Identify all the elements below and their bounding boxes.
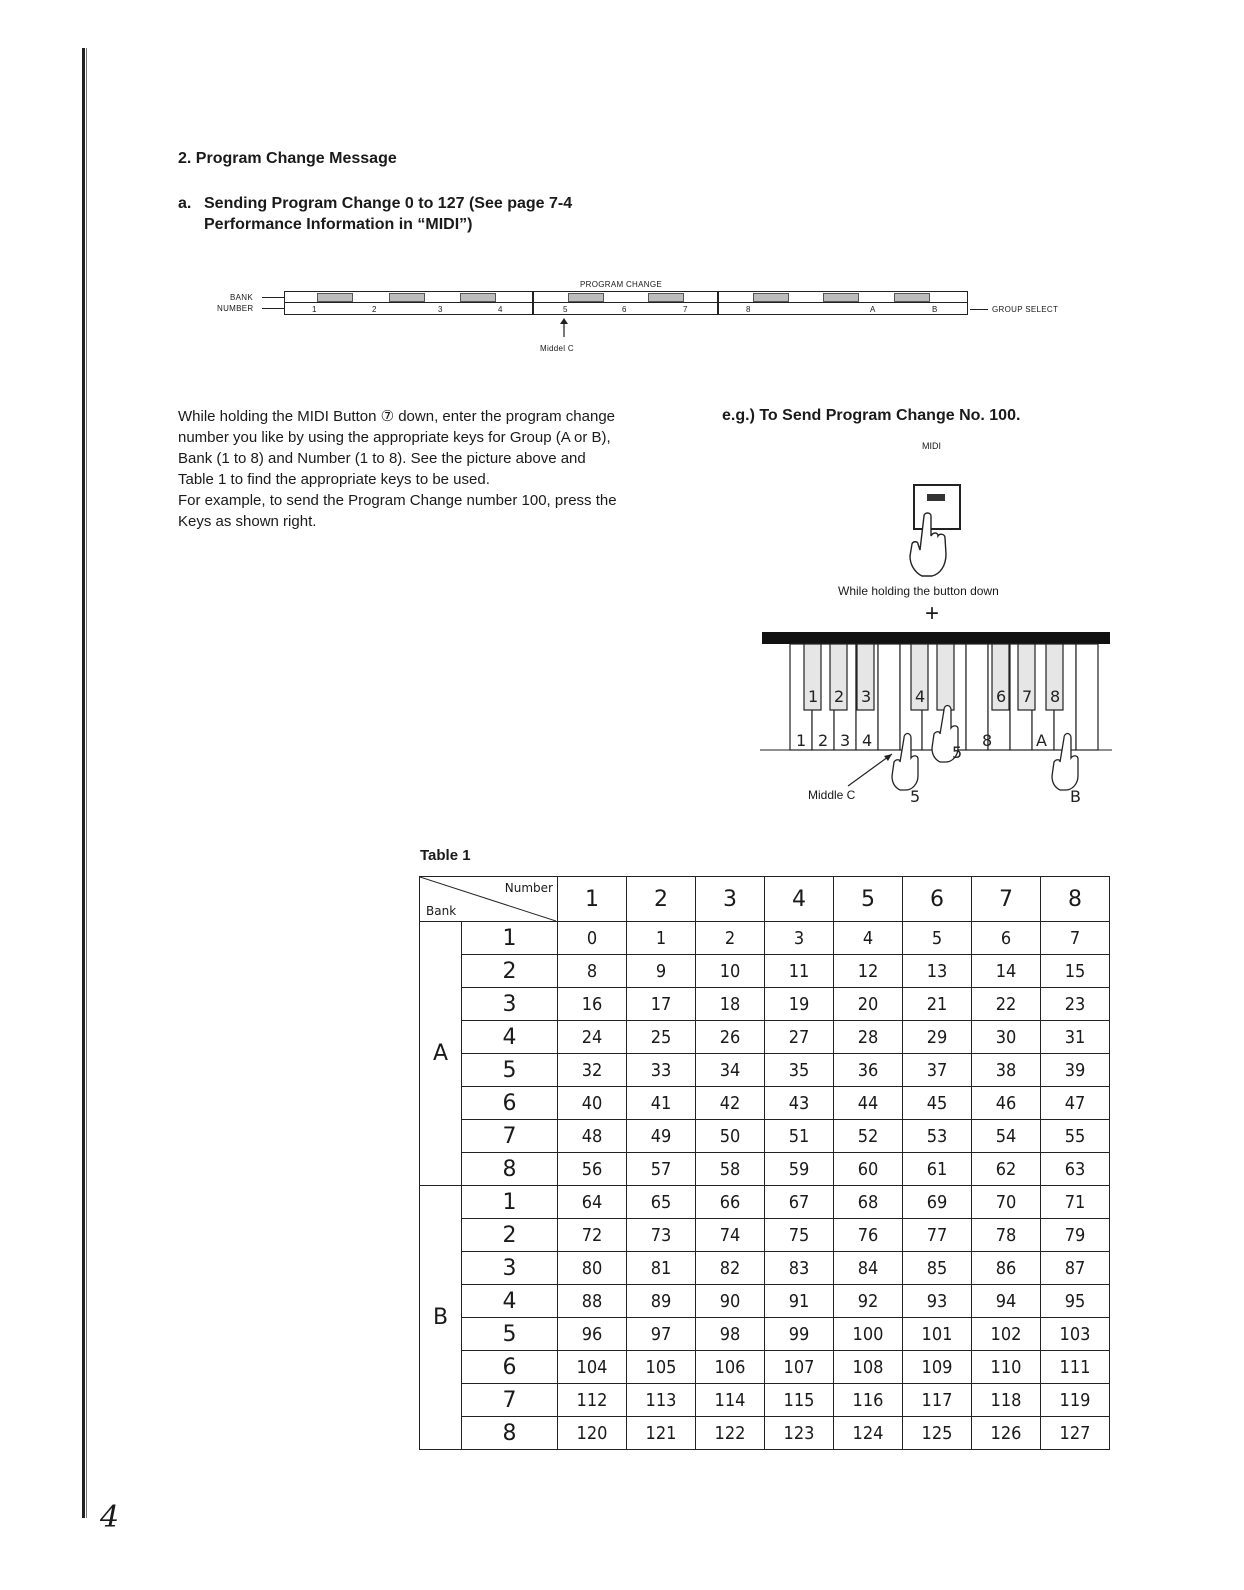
program-number-cell: 114	[696, 1384, 765, 1417]
bank-cell: 1	[462, 922, 558, 955]
table-row	[420, 1252, 1110, 1285]
program-number-cell: 56	[558, 1153, 627, 1186]
table-row	[420, 955, 1110, 988]
program-number-cell: 85	[903, 1252, 972, 1285]
program-number-cell: 59	[765, 1153, 834, 1186]
program-number-cell: 16	[558, 988, 627, 1021]
program-number-cell: 23	[1041, 988, 1110, 1021]
program-number-cell: 10	[696, 955, 765, 988]
program-number-cell: 108	[834, 1351, 903, 1384]
program-number-cell: 78	[972, 1219, 1041, 1252]
program-number-cell: 32	[558, 1054, 627, 1087]
finger-label-group: B	[1070, 787, 1081, 806]
black-key-marker	[894, 293, 930, 302]
program-number-cell: 93	[903, 1285, 972, 1318]
program-number-cell: 116	[834, 1384, 903, 1417]
program-number-cell: 76	[834, 1219, 903, 1252]
program-number-cell: 37	[903, 1054, 972, 1087]
bank-cell: 5	[462, 1054, 558, 1087]
program-number-cell: 34	[696, 1054, 765, 1087]
table-row	[420, 1186, 1110, 1219]
table-corner-cell	[420, 877, 558, 922]
program-number-cell: 77	[903, 1219, 972, 1252]
program-number-cell: 36	[834, 1054, 903, 1087]
program-number-cell: 79	[1041, 1219, 1110, 1252]
program-number-cell: 12	[834, 955, 903, 988]
black-key-label-7: 7	[1022, 687, 1033, 706]
program-number-cell: 48	[558, 1120, 627, 1153]
finger-label-number: 5	[952, 743, 963, 762]
program-number-cell: 102	[972, 1318, 1041, 1351]
middle-c-pointer	[848, 754, 892, 786]
table-row	[420, 1384, 1110, 1417]
program-change-key-diagram	[214, 278, 1084, 358]
program-number-cell: 62	[972, 1153, 1041, 1186]
table-row	[420, 1054, 1110, 1087]
program-number-cell: 106	[696, 1351, 765, 1384]
corner-bank-label: Bank	[426, 904, 457, 918]
program-number-cell: 64	[558, 1186, 627, 1219]
table-row	[420, 1285, 1110, 1318]
strip-divider	[532, 291, 534, 315]
program-number-cell: 124	[834, 1417, 903, 1450]
program-number-cell: 125	[903, 1417, 972, 1450]
program-number-cell: 70	[972, 1186, 1041, 1219]
subsection-heading	[178, 193, 638, 235]
black-key-marker	[460, 293, 496, 302]
program-number-cell: 15	[1041, 955, 1110, 988]
black-key-label-1: 1	[808, 687, 819, 706]
bank-cell: 6	[462, 1087, 558, 1120]
program-number-cell: 53	[903, 1120, 972, 1153]
black-key-label-4: 4	[915, 687, 926, 706]
program-number-cell: 119	[1041, 1384, 1110, 1417]
program-number-cell: 122	[696, 1417, 765, 1450]
program-number-cell: 33	[627, 1054, 696, 1087]
strip-number-6: 6	[622, 305, 627, 314]
bank-leader-line	[262, 297, 284, 298]
black-key-marker	[823, 293, 859, 302]
program-number-cell: 104	[558, 1351, 627, 1384]
program-number-cell: 67	[765, 1186, 834, 1219]
program-number-cell: 52	[834, 1120, 903, 1153]
white-key-label-3: 3	[840, 731, 851, 750]
group-select-label: GROUP SELECT	[992, 305, 1059, 314]
number-leader-line	[262, 308, 284, 309]
program-number-cell: 41	[627, 1087, 696, 1120]
program-number-cell: 18	[696, 988, 765, 1021]
program-number-cell: 74	[696, 1219, 765, 1252]
table-row	[420, 1219, 1110, 1252]
program-number-cell: 111	[1041, 1351, 1110, 1384]
program-number-cell: 25	[627, 1021, 696, 1054]
page-binding-line	[82, 48, 85, 1518]
midi-button-label: MIDI	[922, 441, 941, 451]
white-key-label-4: 4	[862, 731, 873, 750]
program-number-cell: 63	[1041, 1153, 1110, 1186]
bank-cell: 8	[462, 1417, 558, 1450]
strip-number-5: 5	[563, 305, 568, 314]
program-number-cell: 72	[558, 1219, 627, 1252]
page-number: 4	[100, 1500, 120, 1535]
program-number-cell: 65	[627, 1186, 696, 1219]
program-number-cell: 86	[972, 1252, 1041, 1285]
black-key-label-3: 3	[861, 687, 872, 706]
bank-cell: 3	[462, 988, 558, 1021]
subsection-line-2: Performance Information in “MIDI”)	[204, 216, 473, 233]
program-number-cell: 31	[1041, 1021, 1110, 1054]
program-number-cell: 38	[972, 1054, 1041, 1087]
program-number-cell: 24	[558, 1021, 627, 1054]
pressing-hand-icon	[900, 510, 960, 578]
corner-number-label: Number	[504, 881, 553, 895]
middle-c-arrowhead-icon	[884, 754, 892, 761]
table-row	[420, 1318, 1110, 1351]
table-header-row	[420, 877, 1110, 922]
strip-midline	[284, 302, 968, 303]
column-header: 1	[558, 877, 627, 922]
table-row	[420, 1021, 1110, 1054]
black-key-marker	[568, 293, 604, 302]
keyboard-top-bar	[762, 632, 1110, 644]
bank-cell: 5	[462, 1318, 558, 1351]
instructions-paragraph-1: While holding the MIDI Button ⑦ down, enter the program change number you like by using the appropriate keys for Group (A or B), Bank (1 to 8) and Number (1 to 8). See the picture above and Table 1 to find the appropriate keys to be used.	[178, 408, 616, 488]
table-row	[420, 922, 1110, 955]
program-number-cell: 28	[834, 1021, 903, 1054]
strip-number-8: 8	[746, 305, 751, 314]
program-number-cell: 96	[558, 1318, 627, 1351]
program-number-cell: 110	[972, 1351, 1041, 1384]
strip-number-3: 3	[438, 305, 443, 314]
program-number-cell: 113	[627, 1384, 696, 1417]
strip-number-2: 2	[372, 305, 377, 314]
bank-cell: 2	[462, 955, 558, 988]
program-number-cell: 120	[558, 1417, 627, 1450]
program-number-cell: 71	[1041, 1186, 1110, 1219]
keyboard-illustration	[760, 630, 1112, 810]
program-number-cell: 7	[1041, 922, 1110, 955]
program-number-cell: 8	[558, 955, 627, 988]
column-header: 5	[834, 877, 903, 922]
column-header: 2	[627, 877, 696, 922]
black-key-label-8: 8	[1050, 687, 1061, 706]
subsection-line-1: Sending Program Change 0 to 127 (See page 7-4	[204, 195, 573, 212]
section-title: 2. Program Change Message	[178, 150, 397, 167]
black-key-marker	[317, 293, 353, 302]
program-number-cell: 87	[1041, 1252, 1110, 1285]
program-number-cell: 60	[834, 1153, 903, 1186]
program-number-cell: 11	[765, 955, 834, 988]
strip-group-a: A	[870, 305, 876, 314]
midi-led-icon	[927, 494, 945, 501]
program-number-cell: 21	[903, 988, 972, 1021]
black-key-label-2: 2	[834, 687, 845, 706]
program-number-cell: 68	[834, 1186, 903, 1219]
black-key-marker	[753, 293, 789, 302]
column-header: 3	[696, 877, 765, 922]
program-number-cell: 89	[627, 1285, 696, 1318]
program-number-cell: 117	[903, 1384, 972, 1417]
bank-cell: 3	[462, 1252, 558, 1285]
program-number-cell: 55	[1041, 1120, 1110, 1153]
middle-c-label: Middle C	[808, 788, 856, 802]
program-change-table	[419, 876, 1110, 1450]
program-number-cell: 17	[627, 988, 696, 1021]
program-number-cell: 4	[834, 922, 903, 955]
program-number-cell: 82	[696, 1252, 765, 1285]
example-title: e.g.) To Send Program Change No. 100.	[722, 407, 1021, 424]
finger-label-bank: 5	[910, 787, 921, 806]
column-header: 4	[765, 877, 834, 922]
program-number-cell: 66	[696, 1186, 765, 1219]
black-key-label-6: 6	[996, 687, 1007, 706]
table-row	[420, 1120, 1110, 1153]
program-number-cell: 81	[627, 1252, 696, 1285]
program-number-cell: 95	[1041, 1285, 1110, 1318]
table-row	[420, 1417, 1110, 1450]
program-number-cell: 42	[696, 1087, 765, 1120]
bank-cell: 4	[462, 1021, 558, 1054]
strip-number-4: 4	[498, 305, 503, 314]
black-key-marker	[648, 293, 684, 302]
program-number-cell: 20	[834, 988, 903, 1021]
table-row	[420, 988, 1110, 1021]
program-number-cell: 1	[627, 922, 696, 955]
program-number-cell: 26	[696, 1021, 765, 1054]
table-row	[420, 1351, 1110, 1384]
program-number-cell: 80	[558, 1252, 627, 1285]
program-number-cell: 35	[765, 1054, 834, 1087]
strip-group-b: B	[932, 305, 938, 314]
bank-label: BANK	[230, 293, 253, 302]
table-row	[420, 1153, 1110, 1186]
white-key-label-a: A	[1036, 731, 1047, 750]
program-number-cell: 90	[696, 1285, 765, 1318]
bank-cell: 6	[462, 1351, 558, 1384]
hold-instruction: While holding the button down	[838, 584, 999, 598]
program-number-cell: 73	[627, 1219, 696, 1252]
program-number-cell: 30	[972, 1021, 1041, 1054]
program-change-label: PROGRAM CHANGE	[580, 280, 662, 289]
table-body	[420, 922, 1110, 1450]
program-number-cell: 54	[972, 1120, 1041, 1153]
program-number-cell: 19	[765, 988, 834, 1021]
program-number-cell: 109	[903, 1351, 972, 1384]
program-number-cell: 69	[903, 1186, 972, 1219]
program-number-cell: 9	[627, 955, 696, 988]
program-number-cell: 43	[765, 1087, 834, 1120]
table-row	[420, 1087, 1110, 1120]
program-number-cell: 61	[903, 1153, 972, 1186]
program-number-cell: 103	[1041, 1318, 1110, 1351]
bank-cell: 8	[462, 1153, 558, 1186]
program-number-cell: 100	[834, 1318, 903, 1351]
program-number-cell: 75	[765, 1219, 834, 1252]
program-number-cell: 0	[558, 922, 627, 955]
program-number-cell: 98	[696, 1318, 765, 1351]
number-label: NUMBER	[217, 304, 254, 313]
strip-divider	[717, 291, 719, 315]
strip-middle-c-label: Middel C	[540, 344, 574, 353]
black-key-marker	[389, 293, 425, 302]
bank-cell: 4	[462, 1285, 558, 1318]
program-number-cell: 88	[558, 1285, 627, 1318]
program-number-cell: 58	[696, 1153, 765, 1186]
page-binding-line-inner	[86, 48, 87, 1518]
program-number-cell: 46	[972, 1087, 1041, 1120]
white-key-label-2: 2	[818, 731, 829, 750]
program-number-cell: 44	[834, 1087, 903, 1120]
program-number-cell: 40	[558, 1087, 627, 1120]
program-number-cell: 2	[696, 922, 765, 955]
table-title: Table 1	[420, 847, 471, 864]
program-number-cell: 118	[972, 1384, 1041, 1417]
program-number-cell: 13	[903, 955, 972, 988]
program-number-cell: 45	[903, 1087, 972, 1120]
bank-cell: 7	[462, 1384, 558, 1417]
program-number-cell: 112	[558, 1384, 627, 1417]
program-number-cell: 92	[834, 1285, 903, 1318]
program-number-cell: 123	[765, 1417, 834, 1450]
program-number-cell: 39	[1041, 1054, 1110, 1087]
program-number-cell: 94	[972, 1285, 1041, 1318]
program-number-cell: 49	[627, 1120, 696, 1153]
program-number-cell: 29	[903, 1021, 972, 1054]
bank-cell: 1	[462, 1186, 558, 1219]
column-header: 8	[1041, 877, 1110, 922]
program-number-cell: 47	[1041, 1087, 1110, 1120]
program-number-cell: 101	[903, 1318, 972, 1351]
bank-cell: 7	[462, 1120, 558, 1153]
white-key-label-8: 8	[982, 731, 993, 750]
program-number-cell: 5	[903, 922, 972, 955]
instructions-paragraph-2: For example, to send the Program Change number 100, press the Keys as shown right.	[178, 492, 617, 530]
program-number-cell: 97	[627, 1318, 696, 1351]
program-number-cell: 107	[765, 1351, 834, 1384]
program-number-cell: 127	[1041, 1417, 1110, 1450]
program-number-cell: 99	[765, 1318, 834, 1351]
strip-number-1: 1	[312, 305, 317, 314]
program-number-cell: 57	[627, 1153, 696, 1186]
column-header: 6	[903, 877, 972, 922]
white-key-label-1: 1	[796, 731, 807, 750]
program-number-cell: 105	[627, 1351, 696, 1384]
instructions-text	[178, 406, 618, 532]
program-number-cell: 83	[765, 1252, 834, 1285]
program-number-cell: 91	[765, 1285, 834, 1318]
strip-number-7: 7	[683, 305, 688, 314]
program-number-cell: 6	[972, 922, 1041, 955]
program-number-cell: 14	[972, 955, 1041, 988]
program-number-cell: 3	[765, 922, 834, 955]
program-number-cell: 50	[696, 1120, 765, 1153]
program-number-cell: 121	[627, 1417, 696, 1450]
group-cell: A	[420, 922, 462, 1186]
group-cell: B	[420, 1186, 462, 1450]
program-number-cell: 51	[765, 1120, 834, 1153]
middle-c-arrow-icon	[558, 318, 570, 338]
subsection-label: a.	[178, 195, 192, 212]
bank-cell: 2	[462, 1219, 558, 1252]
program-number-cell: 126	[972, 1417, 1041, 1450]
plus-sign: +	[925, 600, 940, 627]
group-select-leader-line	[970, 309, 988, 310]
program-number-cell: 27	[765, 1021, 834, 1054]
program-number-cell: 22	[972, 988, 1041, 1021]
program-number-cell: 84	[834, 1252, 903, 1285]
program-number-cell: 115	[765, 1384, 834, 1417]
column-header: 7	[972, 877, 1041, 922]
